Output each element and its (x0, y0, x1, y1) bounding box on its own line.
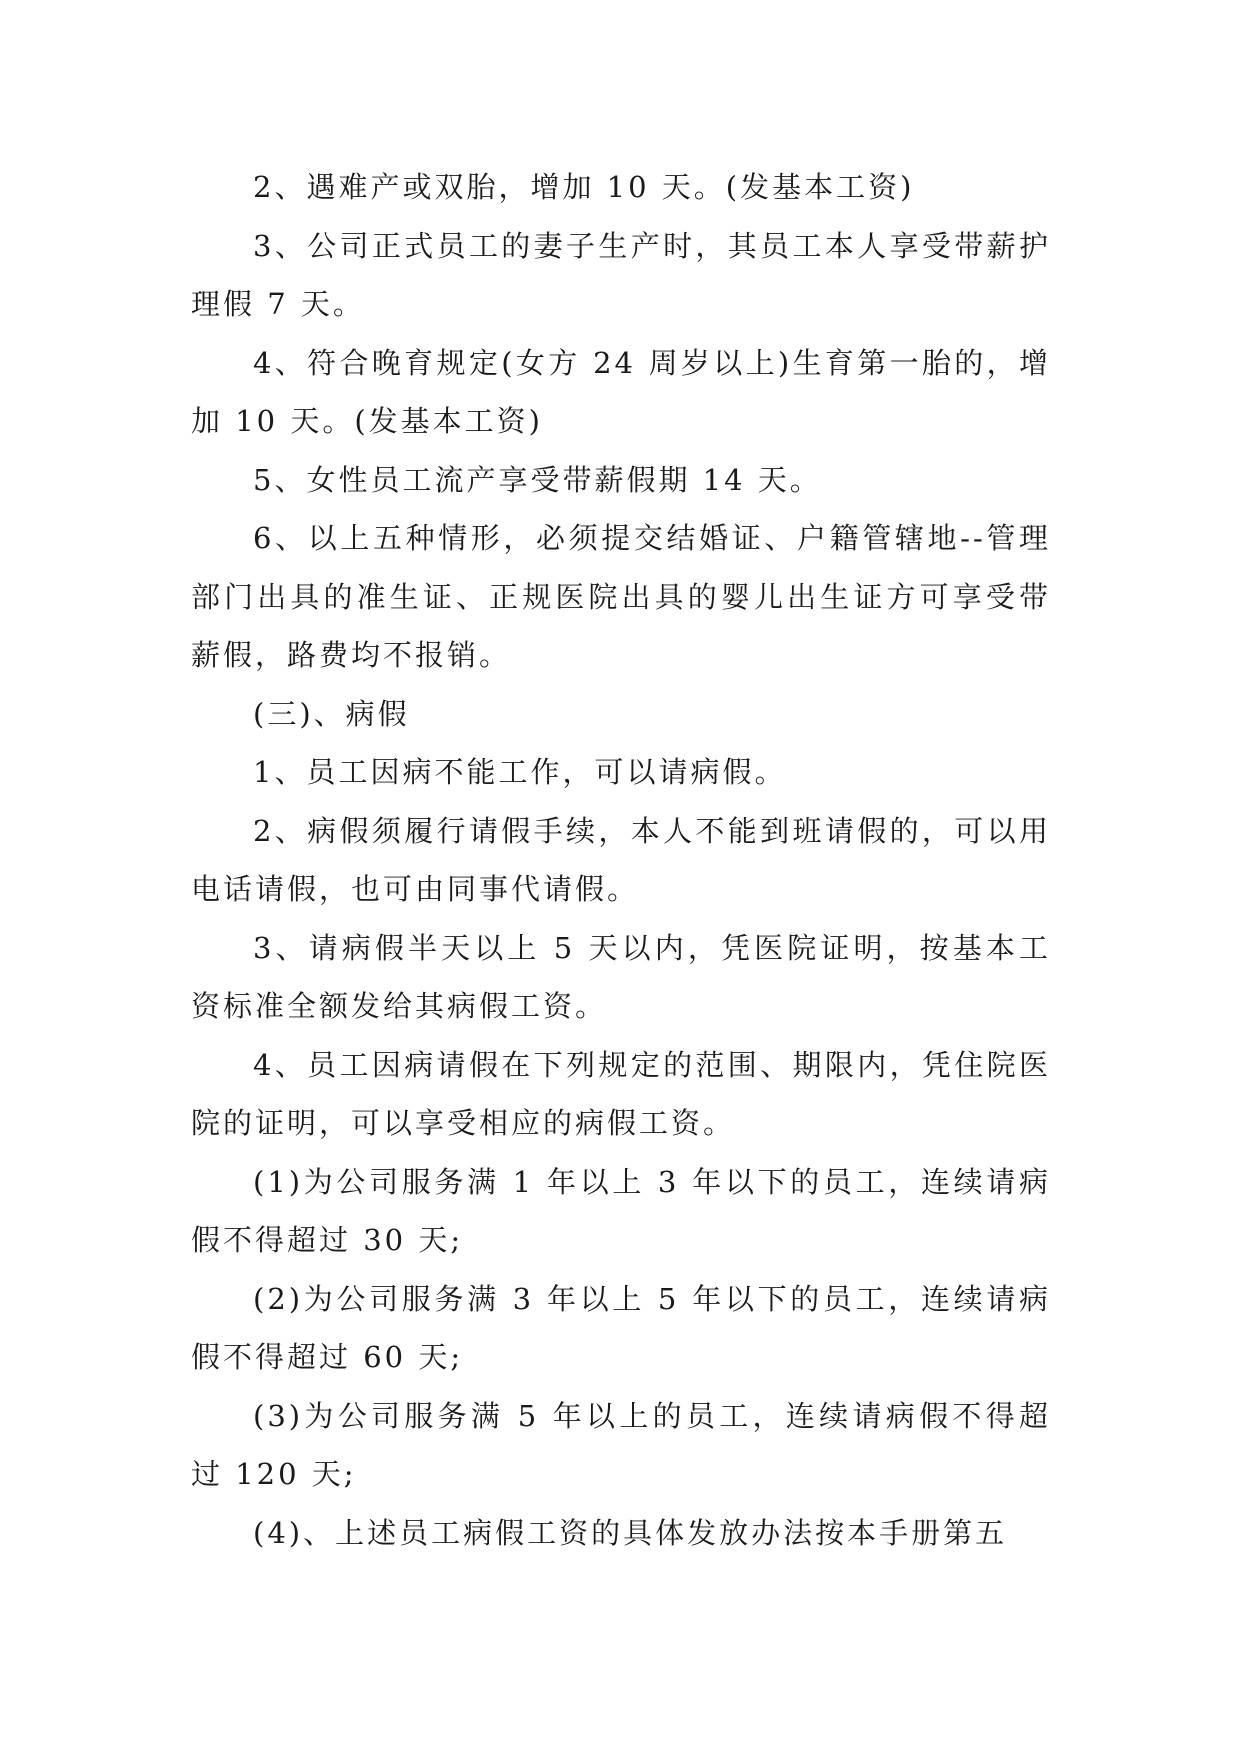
paragraph-item: 4、符合晚育规定(女方 24 周岁以上)生育第一胎的，增加 10 天。(发基本工资) (191, 345, 1051, 438)
paragraph-item: 6、以上五种情形，必须提交结婚证、户籍管辖地--管理部门出具的准生证、正规医院出具的婴儿出生证方可享受带薪假，路费均不报销。 (191, 521, 1051, 672)
document-body (191, 158, 1051, 1562)
paragraph-item: 5、女性员工流产享受带薪假期 14 天。 (253, 462, 822, 497)
paragraph-item: 4、员工因病请假在下列规定的范围、期限内，凭住院医院的证明，可以享受相应的病假工资。 (191, 1047, 1051, 1140)
paragraph-item: 1、员工因病不能工作，可以请病假。 (253, 755, 787, 789)
paragraph-item: 2、病假须履行请假手续，本人不能到班请假的，可以用电话请假，也可由同事代请假。 (191, 813, 1051, 906)
section-heading: (三)、病假 (253, 696, 410, 731)
paragraph-item: (3)为公司服务满 5 年以上的员工，连续请病假不得超过 120 天; (191, 1398, 1051, 1491)
paragraph-item: (4)、上述员工病假工资的具体发放办法按本手册第五 (253, 1515, 1008, 1550)
paragraph-item: 3、公司正式员工的妻子生产时，其员工本人享受带薪护理假 7 天。 (191, 228, 1051, 321)
paragraph-item: (1)为公司服务满 1 年以上 3 年以下的员工，连续请病假不得超过 30 天; (191, 1164, 1051, 1257)
paragraph-item: (2)为公司服务满 3 年以上 5 年以下的员工，连续请病假不得超过 60 天; (191, 1281, 1051, 1374)
paragraph-item: 3、请病假半天以上 5 天以内，凭医院证明，按基本工资标准全额发给其病假工资。 (191, 930, 1051, 1023)
paragraph-item: 2、遇难产或双胎，增加 10 天。(发基本工资) (253, 170, 915, 204)
